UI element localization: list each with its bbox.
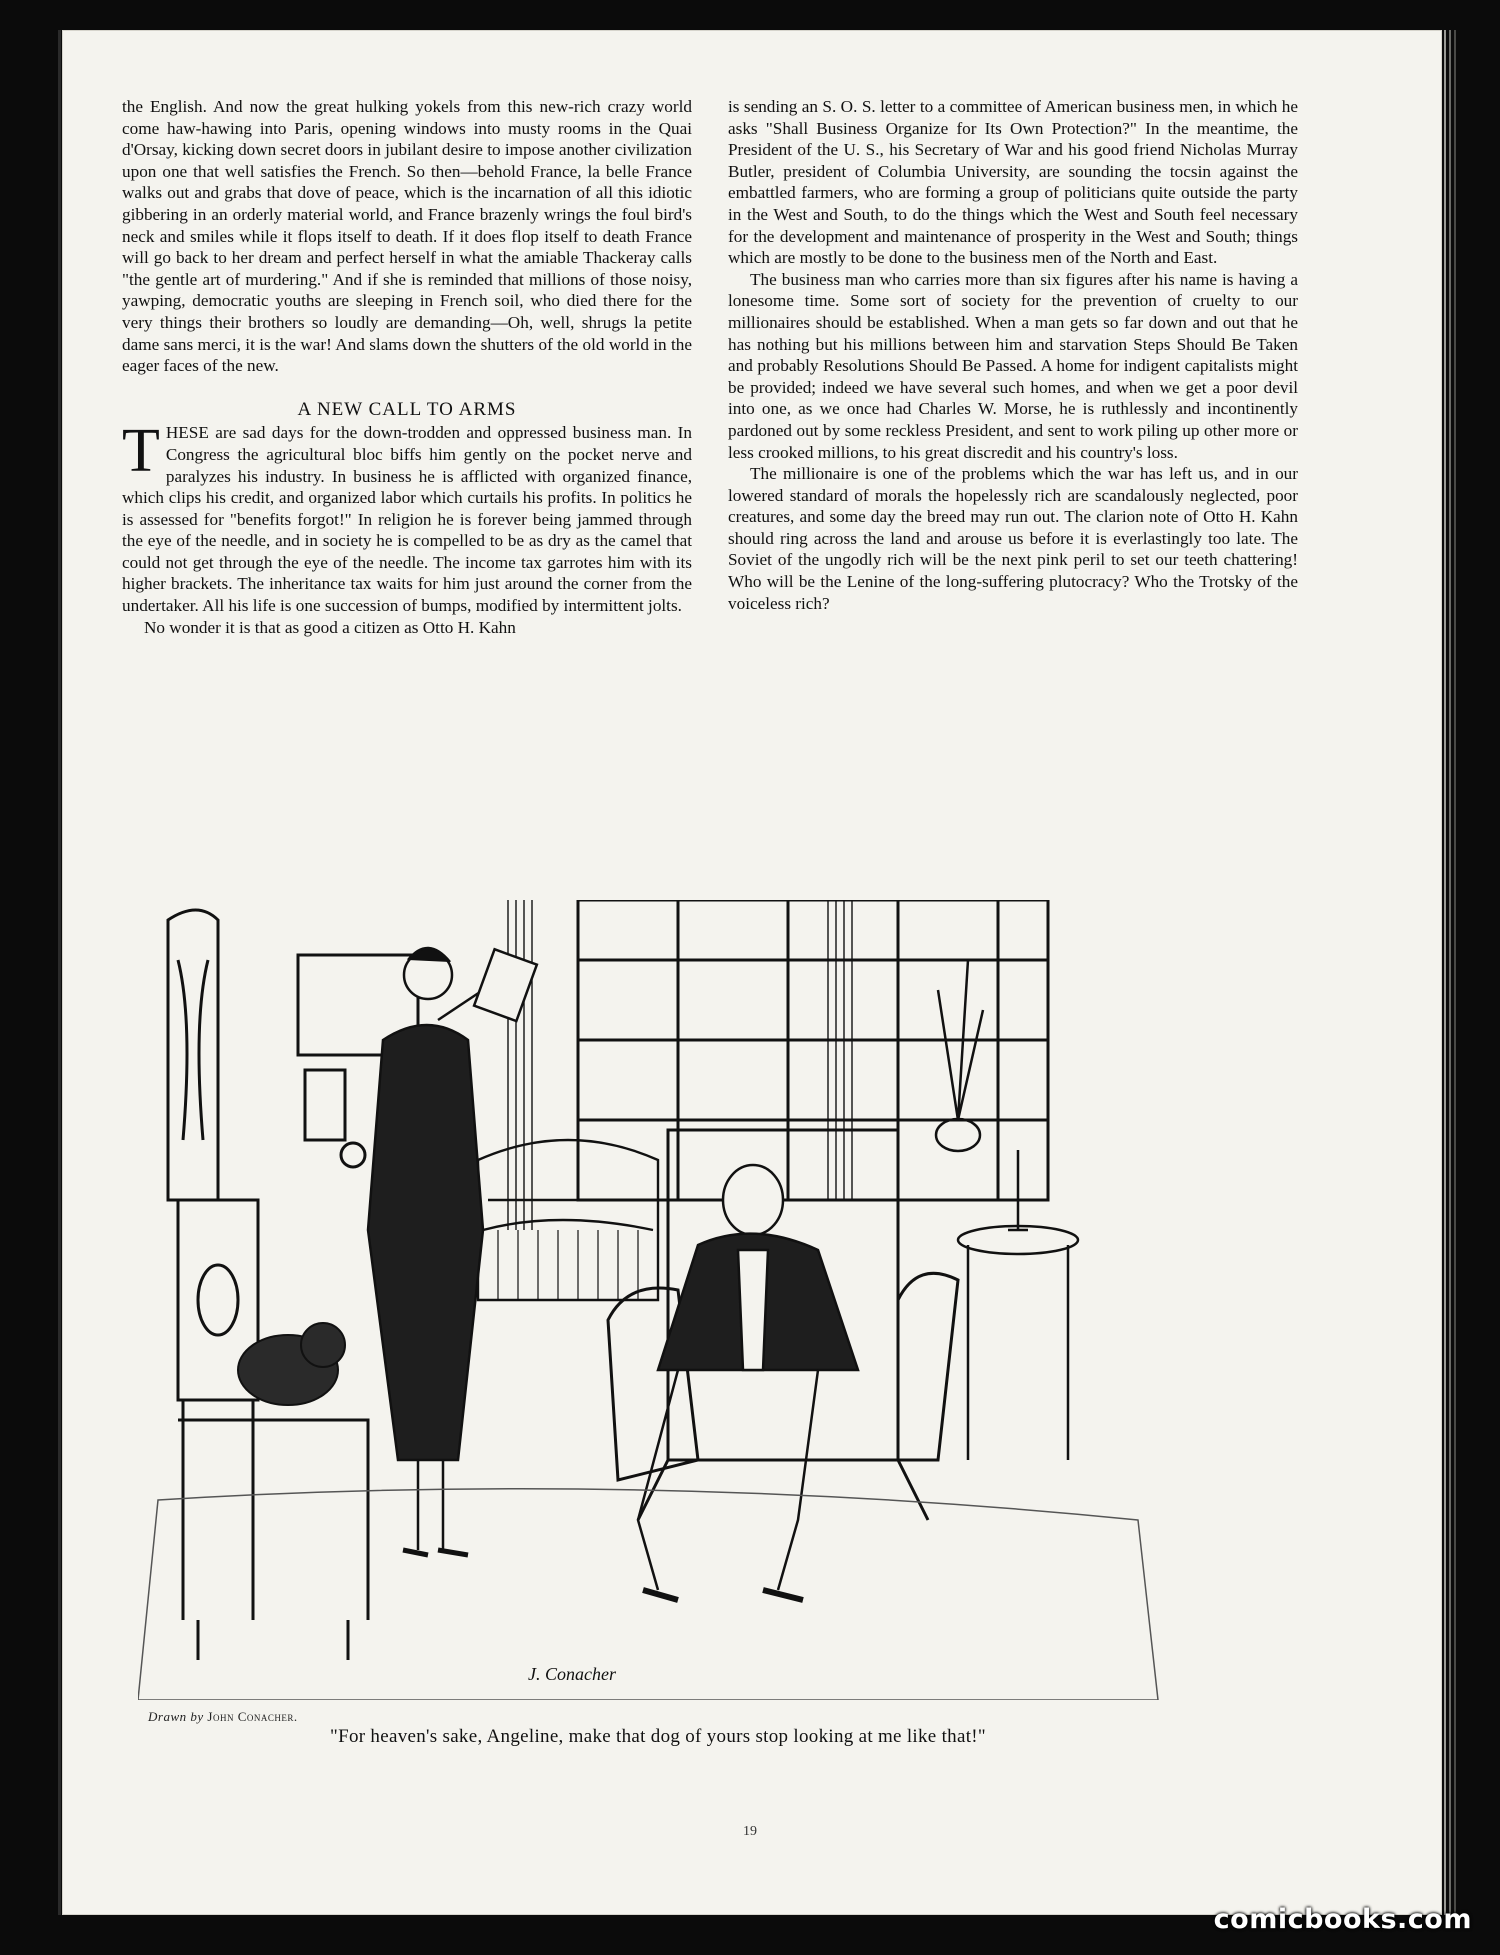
paragraph [122,417,692,616]
page-number: 19 [743,1824,757,1839]
drop-cap: T [122,417,160,486]
section-heading: A NEW CALL TO ARMS [297,398,517,420]
paragraph: the English. And now the great hulking yokels from this new-rich crazy world come haw-hawing into Paris, opening windows into musty rooms in the Quai d'Orsay, kicking down secret doors in jubilant desire to impose another civilization upon one that well satisfies the French. So then—behold France, la belle France walks out and grabs that dove of peace, which is the incarnation of all this idiotic gibbering in an orderly material world, and France brazenly wrings the foul bird's neck and smiles while it flops itself to death. If it does flop itself to death France will go back to her dream and perfect herself in what the amiable Thackeray calls "the gentle art of murdering." And if she is reminded that millions of those noisy, yawping, democratic youths are sleeping in French soil, who died there for the very things their brothers so loudly are demanding—Oh, well, shrugs la petite dame sans merci, it is the war! And slams down the shutters of the old world in the eager faces of the new. [122,97,692,376]
credit-name: John Conacher. [207,1709,298,1724]
paragraph: The business man who carries more than six figures after his name is having a lonesome time. Some sort of society for the prevention of cruelty to our millionaires should be established. When a man gets so far down and out that he has nothing but his millions between him and starvation Steps Should Be Taken and probably Resolutions Should Be Passed. A home for indigent capitalists might be provided; indeed we have several such homes, and when we get a poor devil into one, as we once had Charles W. Morse, he is ruthlessly and incontinently pardoned out by some reckless President, and sent to work piling up other more or less crooked millions, to his great discredit and his country's loss. [728,269,1298,462]
page-edge-line [1449,30,1451,1915]
page-edge-line [1444,30,1446,1915]
binding-spine [58,30,61,1915]
paragraph: is sending an S. O. S. letter to a committee of American business men, in which he asks "Shall Business Organize for Its Own Protection?" In the meantime, the President of the U. S., his Secretary of War and his good friend Nicholas Murray Butler, president of Columbia University, are sounding the tocsin against the embattled farmers, who are forming a group of politicians quite outside the party in the West and South, to do the things which the West and South feel necessary for the development and maintenance of prosperity in the West and South; things which are mostly to be done to the business men of the North and East. [728,97,1298,268]
left-text-column [122,96,692,638]
right-text-column [728,96,1298,614]
illustration-credit [148,1709,298,1725]
credit-prefix: Drawn by [148,1709,204,1724]
cartoon-illustration [138,900,1178,1700]
illustration-caption: "For heaven's sake, Angeline, make that dog of yours stop looking at me like that!" [330,1726,986,1747]
artist-signature: J. Conacher [528,1664,616,1684]
watermark: comicbooks.com [1213,1904,1472,1935]
paragraph-text: HESE are sad days for the down-trodden and oppressed business man. In Congress the agricultural bloc biffs him gently on the pocket nerve and paralyzes his industry. In business he is afflicted with organized finance, which clips his credit, and organized labor which curtails his profits. In politics he is assessed for "benefits forgot!" In religion he is forever being jammed through the eye of the needle, and in society he is compelled to be as dry as the camel that could not get through the eye of the needle. The income tax garrotes him with its higher brackets. The inheritance tax waits for him just around the corner from the undertaker. All his life is one succession of bumps, modified by intermittent jolts. [122,423,692,616]
paragraph: The millionaire is one of the problems which the war has left us, and in our lowered standard of morals the hopelessly rich are scandalously neglected, poor creatures, and some day the breed may run out. The clarion note of Otto H. Kahn should ring across the land and arouse us before it is everlastingly too late. The Soviet of the ungodly rich will be the next pink peril to set our teeth chattering! Who will be the Lenine of the long-suffering plutocracy? Who the Trotsky of the voiceless rich? [728,464,1298,613]
paragraph: No wonder it is that as good a citizen as Otto H. Kahn [144,617,516,637]
page-edge-line [1454,30,1456,1915]
